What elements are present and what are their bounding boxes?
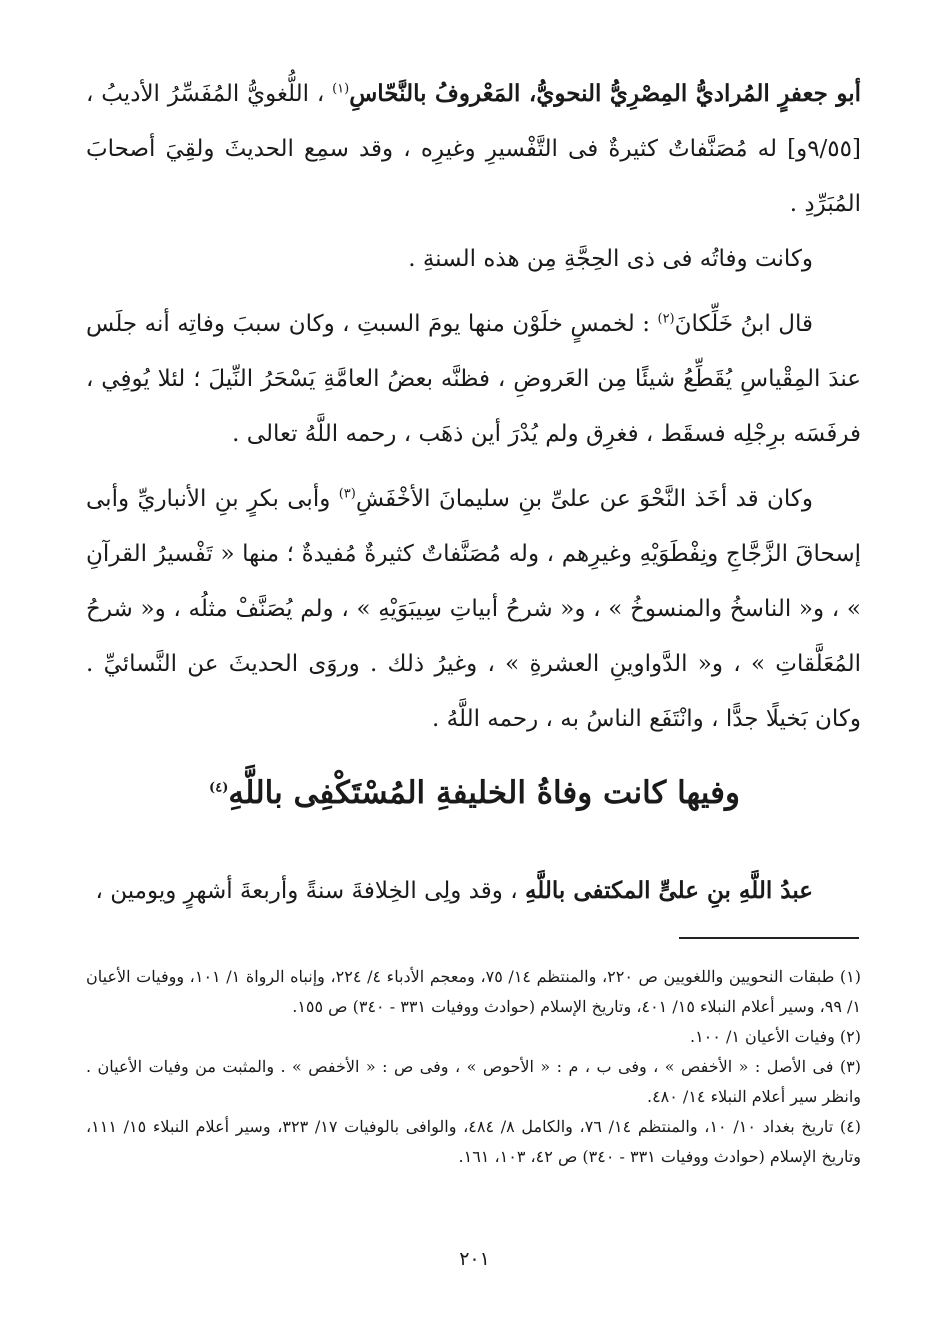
footnote-2: (٢) وفيات الأعيان ١/ ١٠٠. bbox=[689, 1027, 861, 1046]
footnote-3: (٣) فى الأصل : « الأخفص » ، وفى ب ، م : « الأحوص » ، وفى ص : « الأخفص » . والمثبت من وفيات الأعيان . وانظر سير أعلام النبلاء ١٤/ ٤٨٠. bbox=[86, 1057, 861, 1106]
biography-name: أبو جعفرٍ المُراديُّ المِصْرِيُّ النحويُّ، المَعْروفُ بالنَّحّاسِ bbox=[349, 80, 862, 107]
footnote-ref-1: (١) bbox=[332, 81, 350, 97]
paragraph-text-after: : لخمسٍ خلَوْن منها يومَ السبتِ ، وكان سببَ وفاتِه أنه جلَس عندَ المِقْياسِ يُقَطِّعُ شيئًا مِن العَروضِ ، فظنَّه بعضُ العامَّةِ يَسْحَرُ النِّيلَ ؛ لئلا يُوفِي ، فرفَسَه برِجْلِه فسقَط ، فغرِق ولم يُدْرَ أين ذهَب ، رحمه اللَّهُ تعالى . bbox=[86, 311, 861, 447]
main-text bbox=[86, 66, 861, 747]
section-heading bbox=[0, 768, 949, 818]
paragraph-text: ، اللُّغويُّ المُفَسِّرُ الأديبُ ، [٩/٥٥و] له مُصَنَّفاتٌ كثيرةٌ فى التَّفْسيرِ وغيرِه ، وقد سمِع الحديثَ ولقِيَ أصحابَ المُبَرِّدِ . bbox=[86, 81, 861, 217]
paragraph-teachers bbox=[86, 472, 861, 747]
footnote-1: (١) طبقات النحويين واللغويين ص ٢٢٠، والمنتظم ١٤/ ٧٥، ومعجم الأدباء ٤/ ٢٢٤، وإنباه الرواة ١/ ١٠١، ووفيات الأعيان ١/ ٩٩، وسير أعلام النبلاء ١٥/ ٤٠١، وتاريخ الإسلام (حوادث ووفيات ٣٣١ - ٣٤٠) ص ١٥٥. bbox=[86, 967, 862, 1016]
paragraph-khallikan bbox=[86, 297, 861, 462]
paragraph-nahhas-bio bbox=[86, 66, 861, 232]
paragraph-death bbox=[86, 232, 861, 287]
footnote-ref-4: (٤) bbox=[209, 780, 229, 796]
caliph-name: عبدُ اللَّهِ بنِ علىٍّ المكتفى باللَّهِ bbox=[524, 877, 813, 904]
footnote-4: (٤) تاريخ بغداد ١٠/ ١٠، والمنتظم ١٤/ ٧٦، والكامل ٨/ ٤٨٤، والوافى بالوفيات ١٧/ ٣٢٣، وسير أعلام النبلاء ١٥/ ١١١، وتاريخ الإسلام (حوادث ووفيات ٣٣١ - ٣٤٠) ص ٤٢، ١٠٣، ١٦١. bbox=[86, 1117, 862, 1166]
paragraph-text-before: قال ابنُ خَلِّكانَ bbox=[674, 311, 813, 337]
paragraph-text-after: وأبى بكرٍ بنِ الأنباريِّ وأبى إسحاقَ الزَّجَّاجِ ونِفْطَوَيْهِ وغيرِهم ، وله مُصَنَّفاتٌ كثيرةٌ مُفيدةٌ ؛ منها « تَفْسيرُ القرآنِ » ، و« الناسخُ والمنسوخُ » ، و« شرحُ أبياتِ سِيبَوَيْهِ » ، ولم يُصَنَّفْ مثلُه ، و« شرحُ المُعَلَّقاتِ » ، و« الدَّواوينِ العشرةِ » ، وغيرُ ذلك . وروَى الحديثَ عن النَّسائيِّ . وكان بَخيلًا جدًّا ، وانْتَفَع الناسُ به ، رحمه اللَّهُ . bbox=[86, 486, 861, 732]
footnote-ref-3: (٣) bbox=[338, 486, 356, 502]
page-number: ٢٠١ bbox=[459, 1248, 490, 1270]
heading-text: وفيها كانت وفاةُ الخليفةِ المُسْتَكْفِى باللَّهِ bbox=[228, 775, 740, 811]
paragraph-caliph bbox=[86, 866, 861, 916]
footnote-separator bbox=[679, 937, 859, 939]
paragraph-text-before: وكان قد أخَذ النَّحْوَ عن علىِّ بنِ سليمانَ الأخْفَشِ bbox=[355, 486, 813, 512]
paragraph-text: وكانت وفاتُه فى ذى الحِجَّةِ مِن هذه السنةِ . bbox=[408, 246, 813, 272]
paragraph-text: ، وقد ولِى الخِلافةَ سنةً وأربعةَ أشهرٍ ويومين ، bbox=[95, 878, 518, 904]
footnote-ref-2: (٢) bbox=[657, 311, 675, 327]
footnotes bbox=[86, 962, 861, 1172]
